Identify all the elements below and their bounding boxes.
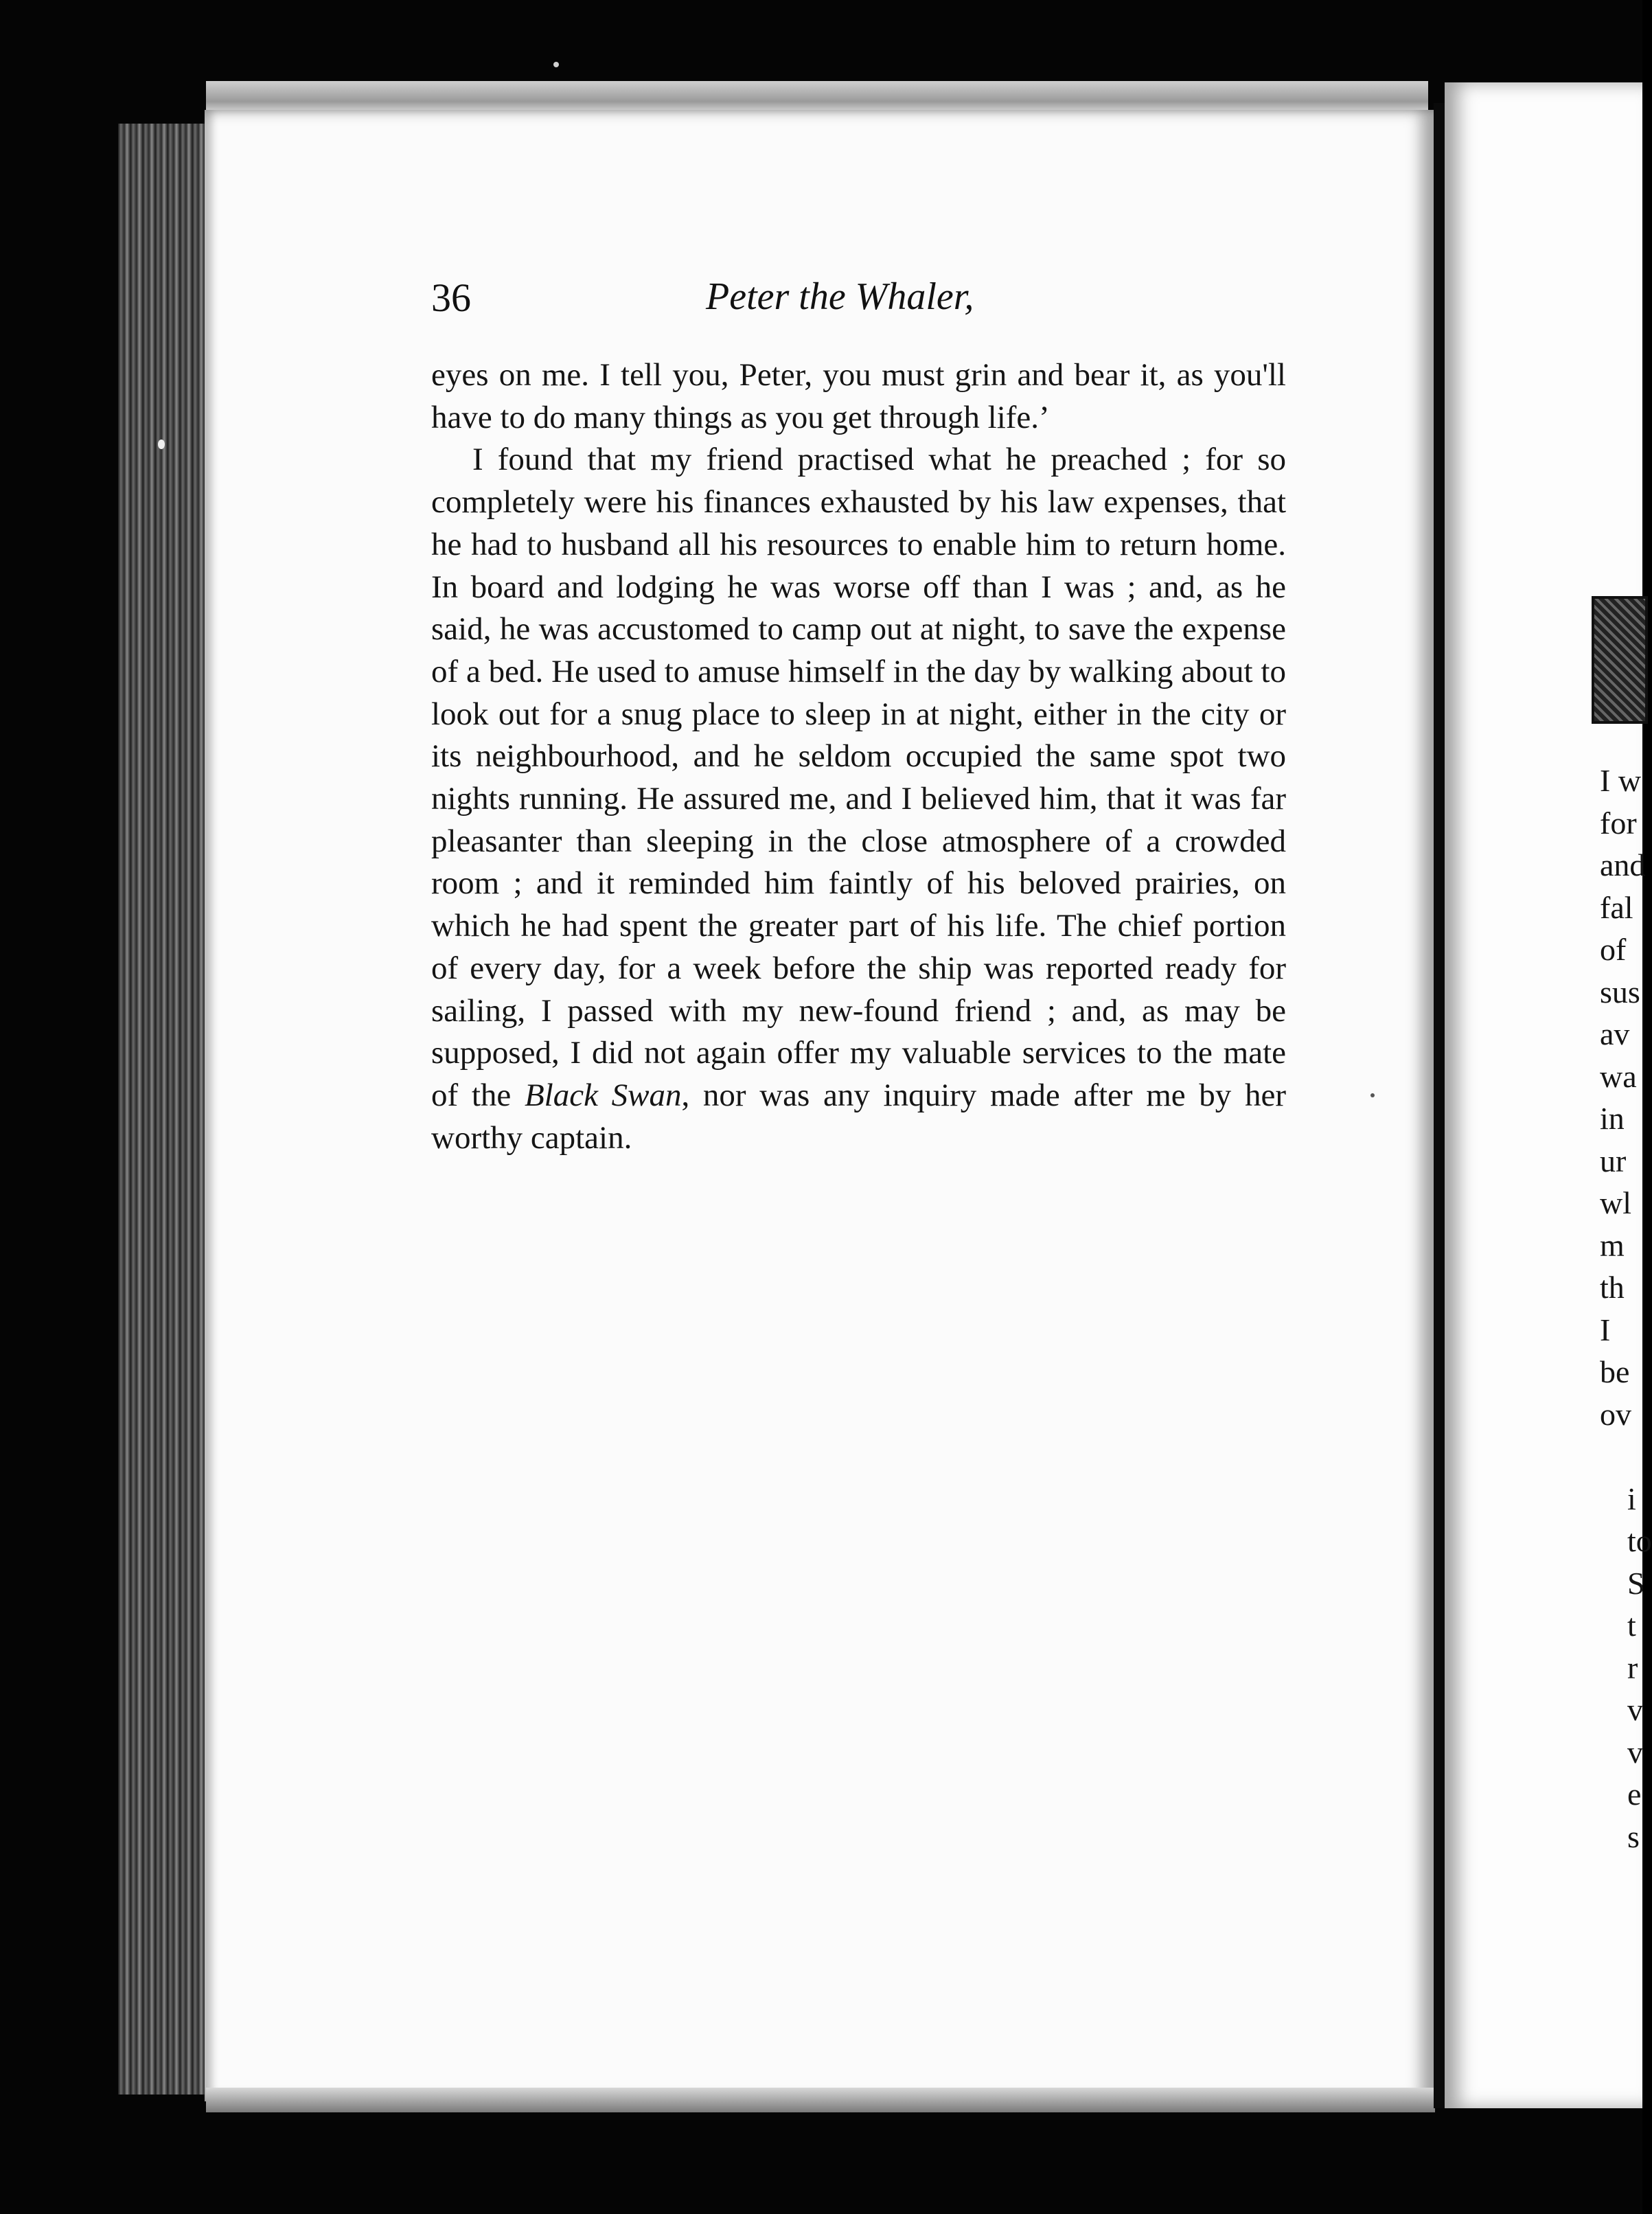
facing-page-line: t	[1627, 1608, 1636, 1643]
paragraph	[431, 439, 1286, 1159]
facing-page-line: S	[1627, 1565, 1645, 1601]
facing-page-line: and	[1600, 847, 1646, 882]
dust-speck	[1370, 1093, 1375, 1097]
right-page	[1445, 82, 1642, 2108]
facing-page-line: ov	[1600, 1396, 1631, 1432]
facing-page-line: wa	[1600, 1058, 1637, 1094]
facing-page-line: I	[1600, 1312, 1611, 1347]
facing-page-line: of	[1600, 932, 1627, 967]
paragraph-text: I found that my friend practised what he preached ; for so completely were his finances exhausted by his law expenses, that he had to husband all his resources to enable him to return home. In board and lodging he was worse off than I was ; and, as he said, he was accustomed to camp out at night, to save the expense of a bed. He used to amuse himself in the day by walking about to look out for a snug place to sleep in at night, either in the city or its neighbourhood, and he seldom occupied the same spot two nights running. He assured me, and I believed him, that it was far pleasanter than sleeping in the close atmosphere of a crowded room ; and it reminded him faintly of his beloved prairies, on which he had spent the greater part of his life. The chief portion of every day, for a week before the ship was reported ready for sailing, I passed with my new-found friend ; and, as may be supposed, I did not again offer my valuable services to the mate of the	[431, 442, 1286, 1113]
facing-page-line: s	[1627, 1818, 1640, 1854]
facing-page-line: be	[1600, 1354, 1630, 1389]
decorative-initial	[1592, 596, 1648, 724]
facing-page-line: I w	[1600, 763, 1642, 798]
facing-page-line: r	[1627, 1650, 1638, 1685]
facing-page-line: i	[1627, 1481, 1636, 1516]
facing-page-line: to	[1627, 1523, 1652, 1558]
facing-page-line: v	[1627, 1734, 1643, 1770]
facing-page-line: th	[1600, 1270, 1625, 1305]
running-head	[431, 275, 1283, 336]
facing-page-line: sus	[1600, 974, 1640, 1009]
ship-name: Black Swan	[524, 1077, 682, 1113]
facing-page-line: ur	[1600, 1143, 1627, 1178]
facing-page-line: e	[1627, 1777, 1642, 1812]
facing-page-line: for	[1600, 805, 1637, 841]
paragraph: eyes on me. I tell you, Peter, you must grin and bear it, as you'll have to do many things as you get through life.’	[431, 357, 1286, 435]
facing-page-line: av	[1600, 1016, 1630, 1051]
body-text	[431, 354, 1286, 1159]
dust-speck	[553, 62, 559, 67]
facing-page-line: wl	[1600, 1185, 1631, 1220]
facing-page-line: m	[1600, 1227, 1625, 1263]
facing-page-line: fal	[1600, 889, 1633, 925]
page-number: 36	[431, 275, 471, 320]
page-edges	[118, 124, 214, 2095]
dust-speck	[158, 440, 165, 449]
paragraph-text: , nor was any inquiry made after me by her worthy captain.	[431, 1077, 1287, 1156]
book-gutter	[1434, 103, 1445, 2108]
facing-page-line: v	[1627, 1692, 1643, 1727]
facing-page-line: in	[1600, 1101, 1625, 1136]
page-bottom-edge	[206, 2088, 1435, 2112]
running-title: Peter the Whaler,	[706, 275, 974, 318]
